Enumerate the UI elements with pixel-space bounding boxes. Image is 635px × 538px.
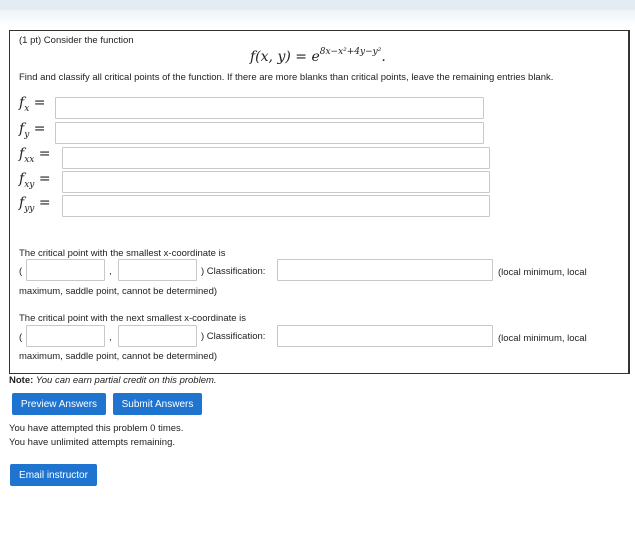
submit-answers-button[interactable]: Submit Answers bbox=[113, 393, 202, 415]
label-fxx: $f_{xx}$ = bbox=[19, 146, 51, 165]
preview-answers-button[interactable]: Preview Answers bbox=[12, 393, 106, 415]
cp2-x-input[interactable] bbox=[26, 325, 105, 347]
cp1-classification-label: ) Classification: bbox=[201, 266, 266, 277]
cp1-open-paren: ( bbox=[19, 266, 23, 277]
cp1-y-input[interactable] bbox=[118, 259, 197, 281]
label-fy: $f_y$ = bbox=[19, 121, 46, 140]
cp2-comma: , bbox=[109, 332, 112, 343]
fxx-input[interactable] bbox=[62, 147, 490, 169]
cp1-classification-input[interactable] bbox=[277, 259, 493, 281]
top-bar-shadow bbox=[0, 10, 635, 26]
fx-input[interactable] bbox=[55, 97, 484, 119]
note-label: Note: bbox=[9, 375, 34, 386]
note-text: You can earn partial credit on this problem. bbox=[35, 375, 217, 386]
fy-input[interactable] bbox=[55, 122, 484, 144]
function-formula bbox=[250, 47, 386, 65]
top-bar bbox=[0, 0, 635, 10]
cp2-y-input[interactable] bbox=[118, 325, 197, 347]
attempts-count: You have attempted this problem 0 times. bbox=[9, 423, 184, 434]
cp1-hint-a: (local minimum, local bbox=[498, 267, 587, 278]
label-fyy: $f_{yy}$ = bbox=[19, 195, 51, 214]
function-exponent: 8x−x²+4y−y² bbox=[319, 47, 382, 57]
cp2-hint-b: maximum, saddle point, cannot be determined) bbox=[19, 351, 218, 362]
cp2-heading: The critical point with the next smallest x-coordinate is bbox=[19, 313, 247, 324]
function-lhs: f(x, y) = e bbox=[250, 49, 320, 65]
formula-period: . bbox=[381, 49, 386, 65]
attempts-remaining: You have unlimited attempts remaining. bbox=[9, 437, 175, 448]
cp2-open-paren: ( bbox=[19, 332, 23, 343]
cp1-hint-b: maximum, saddle point, cannot be determined) bbox=[19, 286, 218, 297]
cp1-heading: The critical point with the smallest x-coordinate is bbox=[19, 248, 226, 259]
partial-credit-note bbox=[9, 375, 217, 386]
email-instructor-button[interactable]: Email instructor bbox=[10, 464, 97, 486]
label-fx: $f_x$ = bbox=[19, 95, 46, 114]
problem-points: (1 pt) Consider the function bbox=[19, 35, 134, 46]
label-fxy: $f_{xy}$ = bbox=[19, 171, 51, 190]
fxy-input[interactable] bbox=[62, 171, 490, 193]
cp1-x-input[interactable] bbox=[26, 259, 105, 281]
cp1-comma: , bbox=[109, 266, 112, 277]
cp2-hint-a: (local minimum, local bbox=[498, 333, 587, 344]
cp2-classification-label: ) Classification: bbox=[201, 331, 266, 342]
instructions: Find and classify all critical points of the function. If there are more blanks than critical points, leave the remaining entries blank. bbox=[19, 72, 554, 83]
cp2-classification-input[interactable] bbox=[277, 325, 493, 347]
fyy-input[interactable] bbox=[62, 195, 490, 217]
